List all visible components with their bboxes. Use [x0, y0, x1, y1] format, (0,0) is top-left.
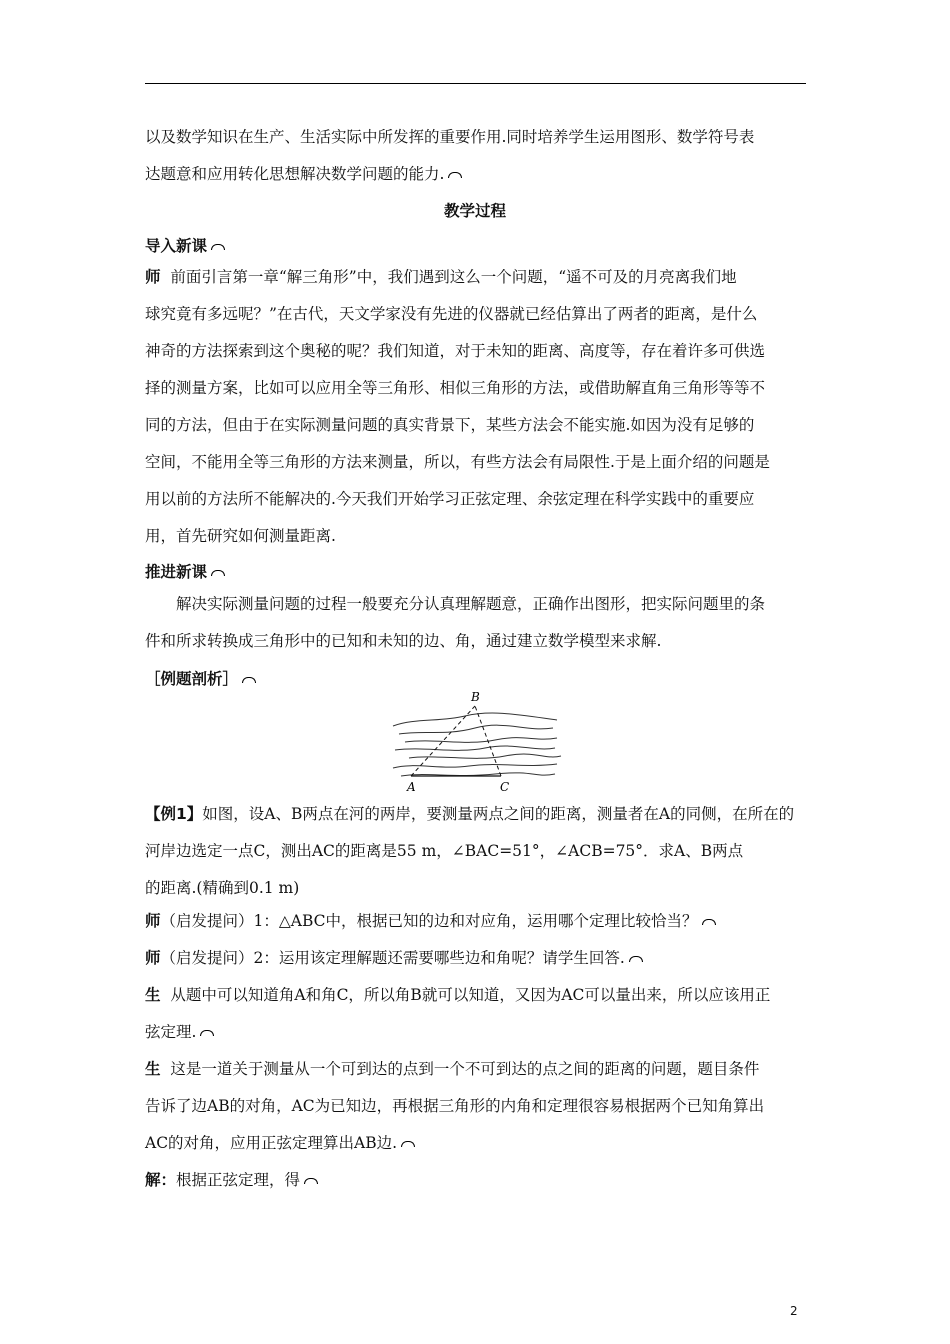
- dialogue-line: 弦定理.: [145, 1014, 807, 1051]
- dialogue-line: 师（启发提问）1：△ABC中，根据已知的边和对应角，运用哪个定理比较恰当？: [145, 903, 807, 940]
- dialogue-line: 生 这是一道关于测量从一个可到达的点到一个不可到达的点之间的距离的问题，题目条件: [145, 1060, 760, 1078]
- intro-lesson-line: 空间，不能用全等三角形的方法来测量，所以，有些方法会有局限性.于是上面介绍的问题是: [145, 453, 770, 471]
- dialogue-line: 生 从题中可以知道角A和角C，所以角B就可以知道，又因为AC可以量出来，所以应该用正: [145, 986, 771, 1004]
- new-lesson-line: 解决实际测量问题的过程一般要充分认真理解题意，正确作出图形，把实际问题里的条: [176, 595, 766, 613]
- edit-mark-icon: [629, 956, 643, 962]
- dialogue-line: AC的对角，应用正弦定理算出AB边.: [145, 1125, 807, 1162]
- example-1-tag: 【例1】: [145, 805, 203, 823]
- dialogue-line: 告诉了边AB的对角，AC为已知边，再根据三角形的内角和定理很容易根据两个已知角算出: [145, 1097, 765, 1115]
- dialogue: [145, 903, 807, 1199]
- edit-mark-icon: [702, 919, 716, 925]
- intro-lesson-line: 用，首先研究如何测量距离.: [145, 527, 336, 545]
- heading-new-lesson: 推进新课: [145, 560, 225, 582]
- new-lesson-line: 件和所求转换成三角形中的已知和未知的边、角，通过建立数学模型来求解.: [145, 632, 662, 650]
- intro-lesson-line: 师 前面引言第一章“解三角形”中，我们遇到这么一个问题，“遥不可及的月亮离我们地: [145, 268, 737, 286]
- intro-line-1: 以及数学知识在生产、生活实际中所发挥的重要作用.同时培养学生运用图形、数学符号表: [145, 128, 755, 146]
- intro-lesson-body: [145, 259, 807, 555]
- speaker-student: 生: [145, 1060, 161, 1078]
- intro-lesson-line: 神奇的方法探索到这个奥秘的呢？我们知道，对于未知的距离、高度等，存在着许多可供选: [145, 342, 766, 360]
- speaker-student: 生: [145, 986, 161, 1004]
- figure-label-a: A: [407, 780, 416, 794]
- speaker-teacher: 师: [145, 912, 161, 930]
- section-title: 教学过程: [443, 202, 506, 220]
- edit-mark-icon: [304, 1178, 318, 1184]
- speaker-teacher: 师: [145, 949, 161, 967]
- page-number: 2: [790, 1304, 798, 1318]
- dialogue-line: 解：根据正弦定理，得: [145, 1162, 807, 1199]
- edit-mark-icon: [448, 172, 462, 178]
- intro-line-2: 达题意和应用转化思想解决数学问题的能力.: [145, 162, 462, 184]
- edit-mark-icon: [211, 570, 225, 576]
- example-1-line: 【例1】如图，设A、B两点在河的两岸，要测量两点之间的距离，测量者在A的同侧，在所在的: [145, 805, 795, 823]
- dialogue-line: 师（启发提问）2：运用该定理解题还需要哪些边和角呢？请学生回答.: [145, 940, 807, 977]
- example-1: [145, 796, 807, 907]
- edit-mark-icon: [242, 677, 256, 683]
- intro-lesson-line: 球究竟有多远呢？”在古代，天文学家没有先进的仪器就已经估算出了两者的距离，是什么: [145, 305, 758, 323]
- example-1-line: 河岸边选定一点C，测出AC的距离是55 m，∠BAC=51°，∠ACB=75°．求A、B两点: [145, 842, 744, 860]
- edit-mark-icon: [211, 244, 225, 250]
- new-lesson-body: [145, 586, 807, 660]
- figure-label-c: C: [500, 780, 510, 794]
- edit-mark-icon: [200, 1030, 214, 1036]
- example-1-line: 的距离.(精确到0.1 m): [145, 879, 300, 897]
- heading-example-analysis: ［例题剖析］: [145, 667, 256, 689]
- speaker-teacher: 师: [145, 268, 161, 286]
- header-rule: [145, 83, 806, 84]
- heading-intro-lesson: 导入新课: [145, 234, 225, 256]
- intro-lesson-line: 同的方法，但由于在实际测量问题的真实背景下，某些方法会不能实施.如因为没有足够的: [145, 416, 755, 434]
- solution-label: 解：: [145, 1171, 177, 1189]
- river-triangle-figure: [385, 688, 565, 796]
- edit-mark-icon: [401, 1141, 415, 1147]
- figure-label-b: B: [471, 690, 480, 704]
- intro-lesson-line: 择的测量方案，比如可以应用全等三角形、相似三角形的方法，或借助解直角三角形等等不: [145, 379, 766, 397]
- intro-lesson-line: 用以前的方法所不能解决的.今天我们开始学习正弦定理、余弦定理在科学实践中的重要应: [145, 490, 755, 508]
